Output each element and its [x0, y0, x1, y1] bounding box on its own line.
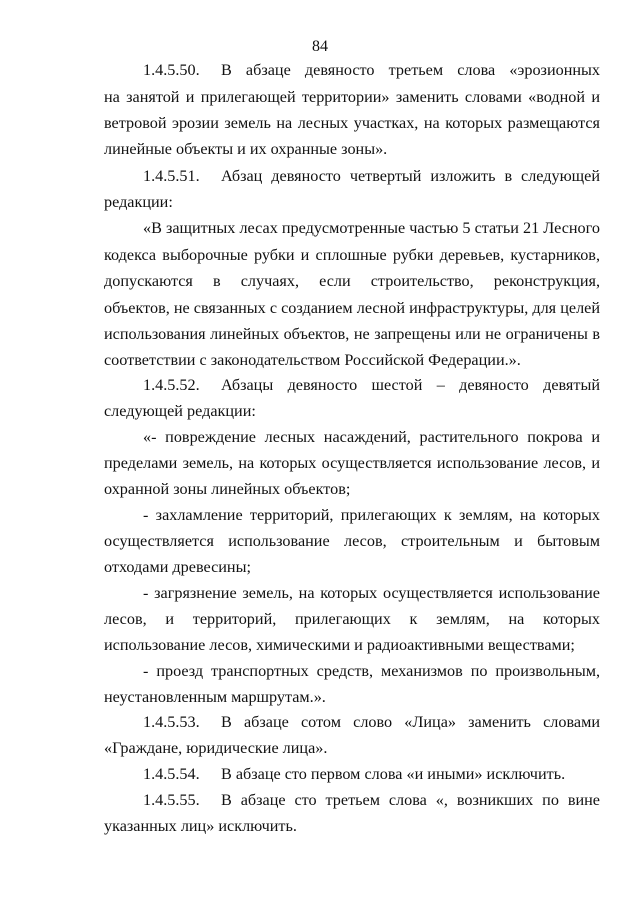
- quote-line: «В защитных лесах предусмотренные частью 5 статьи 21 Лесного: [143, 219, 600, 237]
- quote-line: - захламление территорий, прилегающих к землям, на которых: [143, 506, 600, 524]
- paragraph-number: 1.4.5.51.: [143, 167, 200, 185]
- paragraph-line: Абзац девяносто четвертый изложить в следующей: [221, 167, 600, 185]
- quote-line: - загрязнение земель, на которых осуществляется использование: [143, 584, 600, 602]
- quote-line: отходами древесины;: [104, 558, 251, 576]
- paragraph-line: ветровой эрозии земель на лесных участках, на которых размещаются: [104, 114, 600, 132]
- paragraph-line: В абзаце сто первом слова «и иными» исключить.: [221, 765, 566, 783]
- quote-line: «- повреждение лесных насаждений, растительного покрова и: [143, 428, 600, 446]
- quote-line: осуществляется использование лесов, строительным и бытовым: [104, 532, 600, 550]
- quote-line: объектов, не связанных с созданием лесной инфраструктуры, для целей: [104, 299, 600, 317]
- paragraph-line: указанных лиц» исключить.: [104, 817, 297, 835]
- paragraph-line: Абзацы девяносто шестой – девяносто девятый: [221, 376, 600, 394]
- paragraph-number: 1.4.5.50.: [143, 61, 200, 79]
- paragraph-line: «Граждане, юридические лица».: [104, 739, 328, 757]
- paragraph-line: В абзаце сотом слово «Лица» заменить словами: [221, 713, 600, 731]
- quote-line: использование лесов, химическими и радиоактивными веществами;: [104, 636, 575, 654]
- quote-line: - проезд транспортных средств, механизмов по произвольным,: [143, 662, 600, 680]
- quote-line: лесов, и территорий, прилегающих к землям, на которых: [104, 610, 600, 628]
- paragraph-line: на занятой и прилегающей территории» заменить словами «водной и: [104, 88, 600, 106]
- paragraph-number: 1.4.5.55.: [143, 791, 200, 809]
- quote-line: пределами земель, на которых осуществляется использование лесов, и: [104, 454, 600, 472]
- paragraph-line: редакции:: [104, 193, 173, 211]
- quote-line: соответствии с законодательством Российской Федерации.».: [104, 351, 521, 369]
- quote-line: неустановленным маршрутам.».: [104, 688, 326, 706]
- paragraph-number: 1.4.5.53.: [143, 713, 200, 731]
- quote-line: использования линейных объектов, не запрещены или не ограничены в: [104, 325, 600, 343]
- quote-line: охранной зоны линейных объектов;: [104, 480, 351, 498]
- quote-line: кодекса выборочные рубки и сплошные рубки деревьев, кустарников,: [104, 246, 600, 264]
- paragraph-number: 1.4.5.52.: [143, 376, 200, 394]
- paragraph-number: 1.4.5.54.: [143, 765, 200, 783]
- paragraph-line: В абзаце девяносто третьем слова «эрозионных: [221, 61, 600, 79]
- quote-line: допускаются в случаях, если строительство, реконструкция,: [104, 272, 600, 290]
- page-number: 84: [312, 38, 328, 55]
- paragraph-line: линейные объекты и их охранные зоны».: [104, 140, 388, 158]
- paragraph-line: В абзаце сто третьем слова «, возникших по вине: [221, 791, 600, 809]
- paragraph-line: следующей редакции:: [104, 402, 256, 420]
